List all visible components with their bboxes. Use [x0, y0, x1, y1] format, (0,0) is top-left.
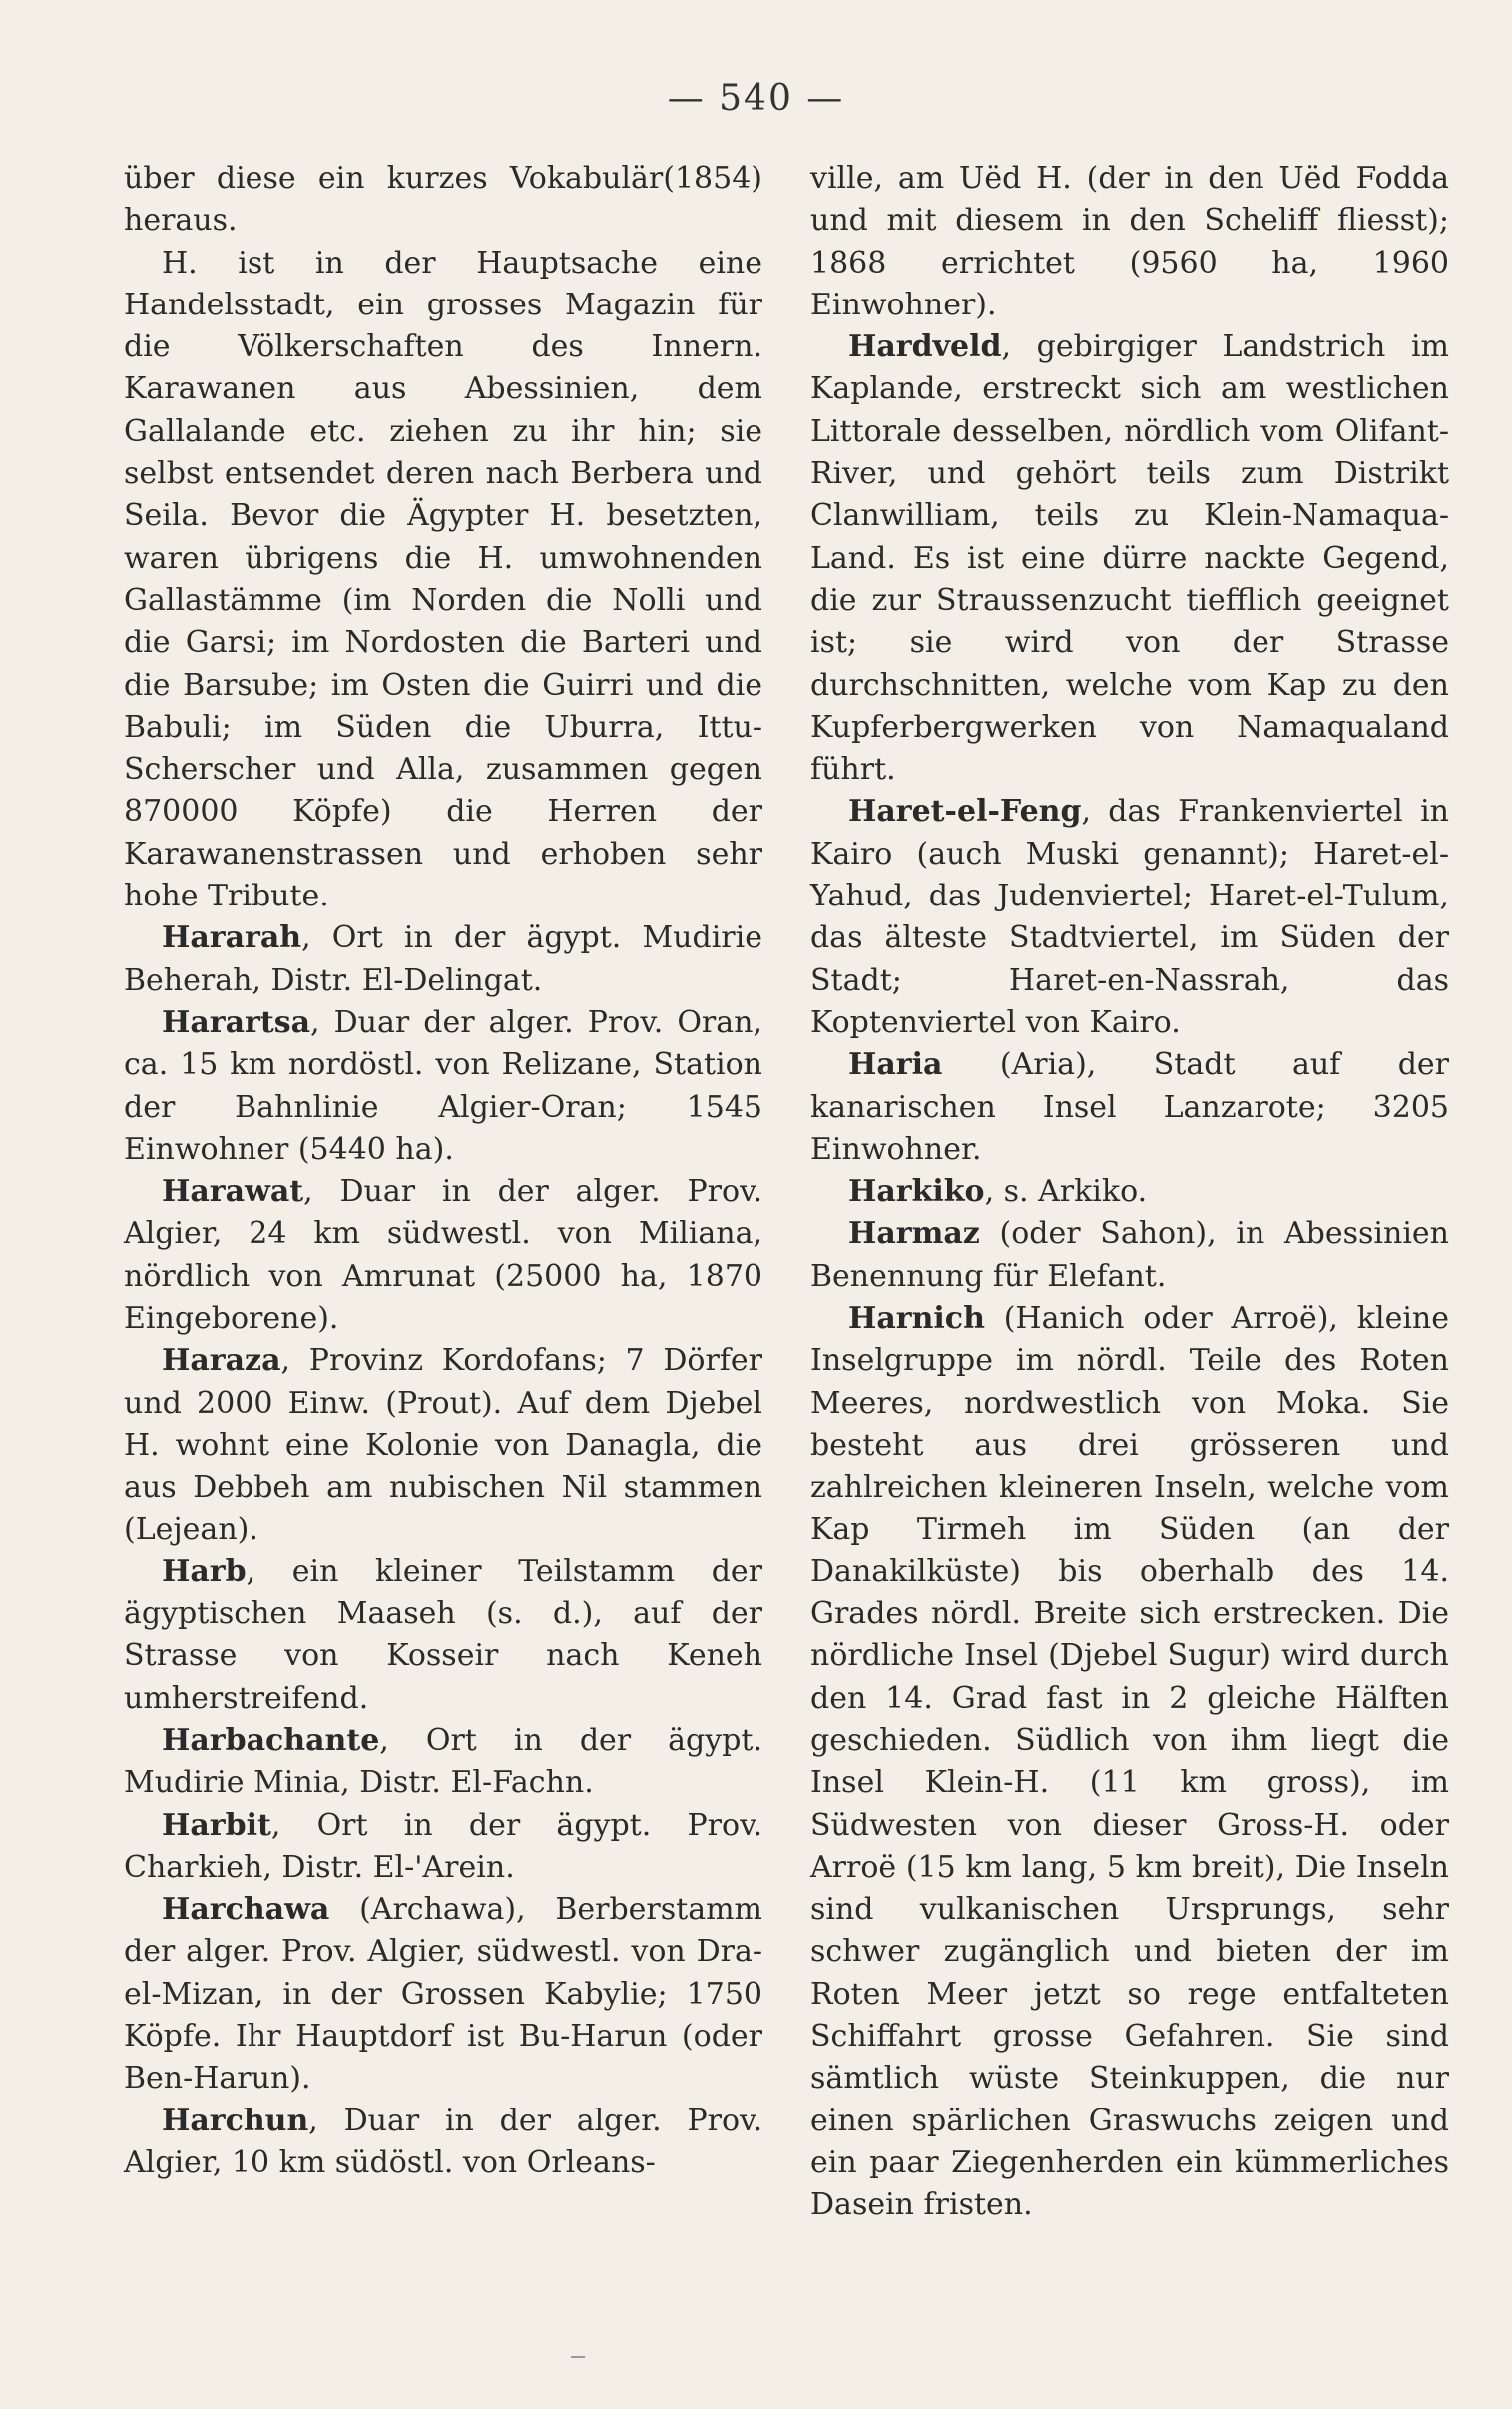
entry-headword: Harb — [162, 1553, 247, 1589]
entry-haret-el-feng — [810, 791, 1449, 1044]
entry-text: (oder Sahon), in Abessinien Benennung für Elefant. — [810, 1216, 1449, 1294]
page-number: — 540 — — [667, 78, 845, 119]
left-column — [124, 158, 762, 2184]
entry-haria — [810, 1044, 1449, 1171]
entry-text: (Aria), Stadt auf der kanarischen Insel Lanzarote; 3205 Einwohner. — [810, 1047, 1449, 1167]
entry-harbachante — [124, 1720, 762, 1805]
entry-haraza — [124, 1340, 762, 1550]
entry-text: , ein kleiner Teilstamm der ägyptischen Maaseh (s. d.), auf der Strasse von Kosseir nach Keneh umherstreifend. — [124, 1553, 762, 1716]
entry-headword: Harartsa — [162, 1004, 311, 1040]
bottom-mark — [571, 2356, 585, 2358]
entry-harchawa — [124, 1889, 762, 2100]
entry-headword: Harchun — [162, 2103, 309, 2138]
entry-text: , Duar der alger. Prov. Oran, ca. 15 km nordöstl. von Relizane, Station der Bahnlinie Algier-Oran; 1545 Einwohner (5440 ha). — [124, 1004, 762, 1167]
entry-headword: Haraza — [162, 1343, 281, 1379]
entry-headword: Harawat — [162, 1174, 304, 1210]
entry-paragraph — [124, 243, 762, 918]
entry-text: , Ort in der ägypt. Mudirie Beherah, Distr. El-Delingat. — [124, 920, 762, 998]
entry-headword: Haria — [848, 1047, 943, 1083]
entry-text: , gebirgiger Landstrich im Kaplande, erstreckt sich am westlichen Littorale desselben, nördlich vom Olifant-River, und gehört teils zum Distrikt Clanwilliam, teils zu Klein-Namaqua-Land. Es ist eine dürre nackte Gegend, die zur Straussenzucht tiefflich geeignet ist; sie wird von der Strasse durchschnitten, welche vom Kap zu den Kupferbergwerken von Namaqualand führt. — [810, 329, 1449, 788]
entry-harbit — [124, 1805, 762, 1890]
entry-text: über diese ein kurzes Vokabulär(1854) heraus. — [124, 161, 762, 239]
entry-paragraph — [124, 158, 762, 243]
entry-text: , Duar in der alger. Prov. Algier, 24 km südwestl. von Miliana, nördlich von Amrunat (25000 ha, 1870 Eingeborene). — [124, 1174, 762, 1337]
entry-headword: Hardveld — [848, 329, 1002, 365]
entry-headword: Harkiko — [848, 1174, 985, 1210]
entry-headword: Harbit — [162, 1807, 271, 1843]
entry-text: , das Frankenviertel in Kairo (auch Muski genannt); Haret-el-Yahud, das Judenviertel; Haret-el-Tulum, das älteste Stadtviertel, im Süden der Stadt; Haret-en-Nassrah, das Koptenviertel von Kairo. — [810, 794, 1449, 1040]
right-column — [810, 158, 1449, 2227]
entry-text: , s. Arkiko. — [984, 1174, 1148, 1210]
entry-headword: Harnich — [848, 1301, 985, 1337]
entry-text: H. ist in der Hauptsache eine Handelsstadt, ein grosses Magazin für die Völkerschaften des Innern. Karawanen aus Abessinien, dem Gallalande etc. ziehen zu ihr hin; sie selbst entsendet deren nach Berbera und Seila. Bevor die Ägypter H. besetzten, waren übrigens die H. umwohnenden Gallastämme (im Norden die Nolli und die Garsi; im Nordosten die Barteri und die Barsube; im Osten die Guirri und die Babuli; im Süden die Uburra, Ittu-Scherscher und Alla, zusammen gegen 870000 Köpfe) die Herren der Karawanenstrassen und erhoben sehr hohe Tribute. — [124, 245, 762, 914]
entry-harkiko — [810, 1171, 1449, 1213]
entry-headword: Harmaz — [848, 1216, 980, 1252]
entry-text: , Provinz Kordofans; 7 Dörfer und 2000 Einw. (Prout). Auf dem Djebel H. wohnt eine Kolonie von Danagla, die aus Debbeh am nubischen Nil stammen (Lejean). — [124, 1343, 762, 1547]
entry-harmaz — [810, 1213, 1449, 1298]
entry-hararah — [124, 917, 762, 1002]
entry-text: , Ort in der ägypt. Mudirie Minia, Distr. El-Fachn. — [124, 1722, 762, 1801]
entry-text: (Archawa), Berberstamm der alger. Prov. Algier, südwestl. von Dra-el-Mizan, in der Grossen Kabylie; 1750 Köpfe. Ihr Hauptdorf ist Bu-Harun (oder Ben-Harun). — [124, 1892, 762, 2097]
entry-headword: Hararah — [162, 920, 302, 956]
entry-harb — [124, 1551, 762, 1720]
entry-hardveld — [810, 326, 1449, 791]
entry-headword: Harbachante — [162, 1722, 380, 1758]
entry-harnich — [810, 1298, 1449, 2227]
entry-harartsa — [124, 1002, 762, 1171]
entry-text: , Duar in der alger. Prov. Algier, 10 km südöstl. von Orleans- — [124, 2103, 762, 2180]
entry-harchun — [124, 2101, 762, 2185]
entry-text: , Ort in der ägypt. Prov. Charkieh, Distr. El-'Arein. — [124, 1807, 762, 1885]
entry-harawat — [124, 1171, 762, 1340]
entry-text: ville, am Uëd H. (der in den Uëd Fodda und mit diesem in den Scheliff fliesst); 1868 errichtet (9560 ha, 1960 Einwohner). — [810, 161, 1449, 322]
entry-paragraph — [810, 158, 1449, 326]
entry-text: (Hanich oder Arroë), kleine Inselgruppe im nördl. Teile des Roten Meeres, nordwestlich von Moka. Sie besteht aus drei grösseren und zahlreichen kleineren Inseln, welche vom Kap Tirmeh im Süden (an der Danakilküste) bis oberhalb des 14. Grades nördl. Breite sich erstrecken. Die nördliche Insel (Djebel Sugur) wird durch den 14. Grad fast in 2 gleiche Hälften geschieden. Südlich von ihm liegt die Insel Klein-H. (11 km gross), im Südwesten von dieser Gross-H. oder Arroë (15 km lang, 5 km breit), Die Inseln sind vulkanischen Ursprungs, sehr schwer zugänglich und bieten der im Roten Meer jetzt so rege entfalteten Schiffahrt grosse Gefahren. Sie sind sämtlich wüste Steinkuppen, die nur einen spärlichen Graswuchs zeigen und ein paar Ziegenherden ein kümmerliches Dasein fristen. — [810, 1301, 1449, 2223]
entry-headword: Haret-el-Feng — [848, 794, 1082, 830]
entry-headword: Harchawa — [162, 1892, 330, 1928]
